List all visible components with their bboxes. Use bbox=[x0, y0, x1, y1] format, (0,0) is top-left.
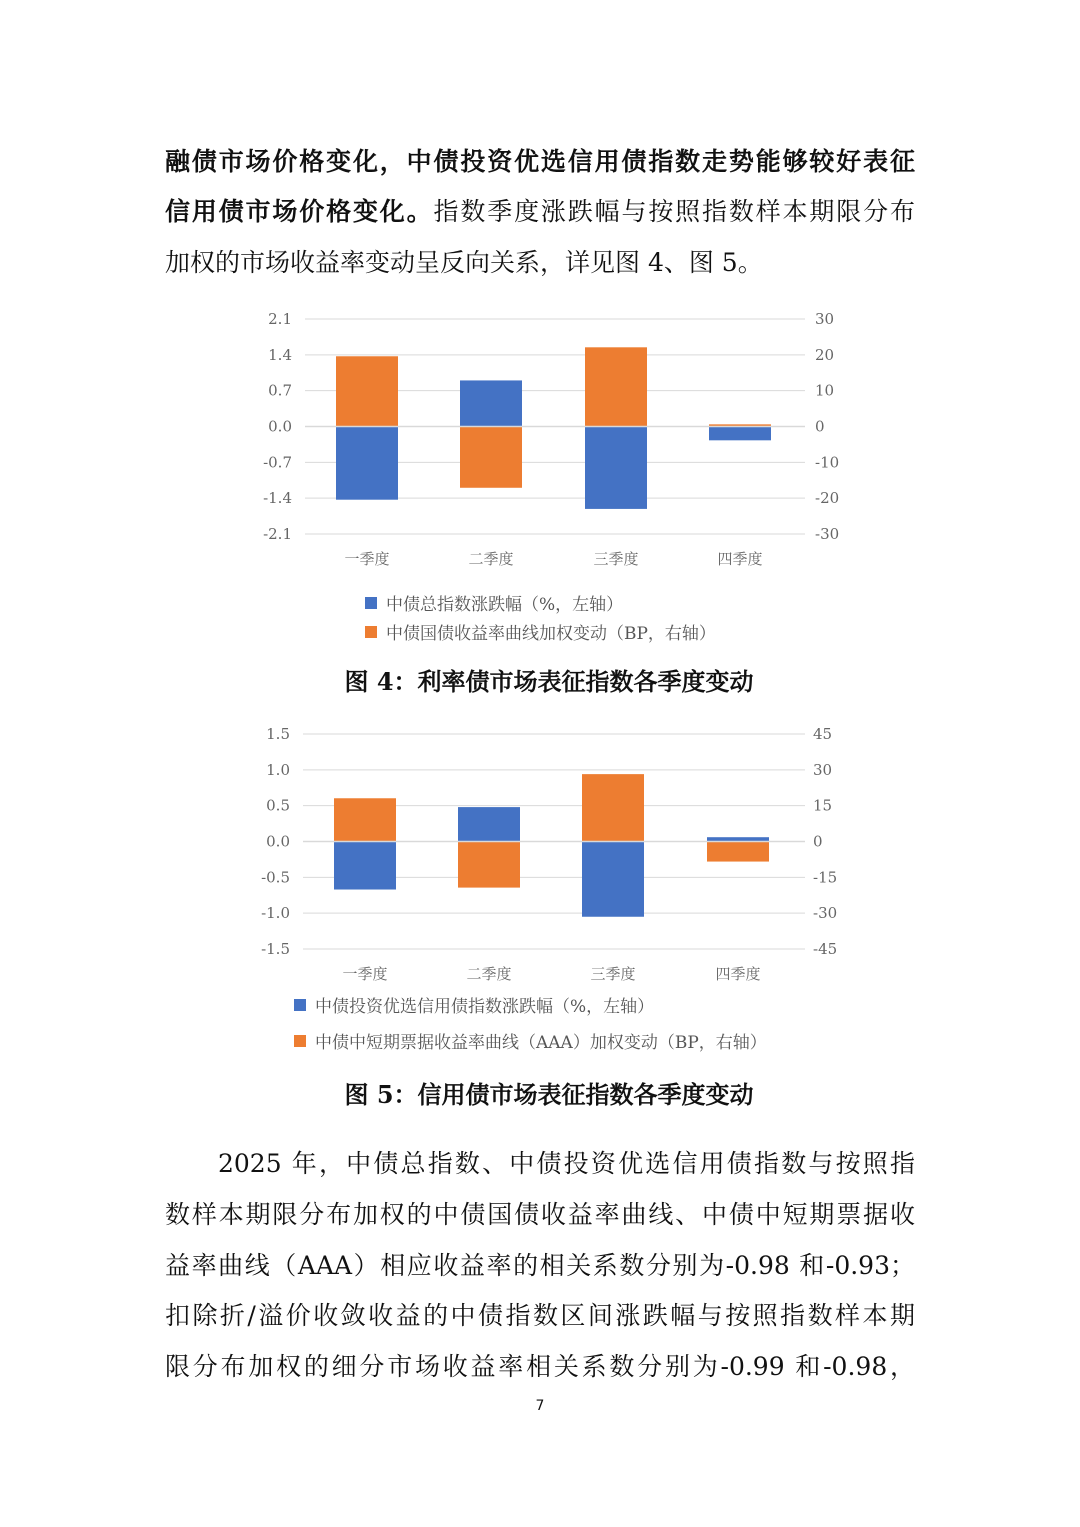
bar-yield-change bbox=[336, 356, 398, 426]
figure-caption: 图 4：利率债市场表征指数各季度变动 bbox=[344, 667, 754, 696]
bold-text: 融债市场价格变化，中债投资优选信用债指数走势能够较好表征 bbox=[165, 147, 915, 176]
normal-text: 指数季度涨跌幅与按照指数样本期限分布 bbox=[433, 197, 915, 226]
bar-yield-change bbox=[585, 347, 647, 426]
text-line: 限分布加权的细分市场收益率相关系数分别为-0.99 和-0.98， bbox=[165, 1352, 915, 1381]
legend-swatch bbox=[294, 999, 306, 1011]
category-label: 三季度 bbox=[590, 965, 636, 983]
legend-swatch bbox=[365, 626, 377, 638]
legend-label: 中债总指数涨跌幅（%，左轴） bbox=[386, 595, 624, 615]
right-axis-tick: 30 bbox=[813, 760, 833, 779]
left-axis-tick: 0.7 bbox=[268, 381, 292, 400]
category-label: 二季度 bbox=[466, 965, 512, 983]
text-line: 益率曲线（AAA）相应收益率的相关系数分别为-0.98 和-0.93； bbox=[165, 1251, 915, 1280]
category-label: 四季度 bbox=[715, 965, 761, 983]
right-axis-tick: -10 bbox=[815, 453, 840, 472]
left-axis-tick: 0.5 bbox=[266, 796, 290, 815]
right-axis-tick: -45 bbox=[813, 940, 838, 958]
text-line: 2025 年，中债总指数、中债投资优选信用债指数与按照指 bbox=[218, 1149, 915, 1178]
legend-item bbox=[365, 590, 623, 615]
text-line: 扣除折/溢价收敛收益的中债指数区间涨跌幅与按照指数样本期 bbox=[165, 1301, 915, 1330]
left-axis-tick: -1.5 bbox=[261, 940, 290, 958]
bar-yield-change bbox=[334, 798, 396, 841]
bar-index-change bbox=[709, 427, 771, 441]
left-axis-tick: -1.4 bbox=[263, 489, 292, 508]
right-axis-tick: 10 bbox=[815, 381, 835, 400]
category-label: 一季度 bbox=[342, 965, 388, 983]
legend-label: 中债中短期票据收益率曲线（AAA）加权变动（BP，右轴） bbox=[315, 1033, 767, 1053]
right-axis-tick: -30 bbox=[813, 904, 838, 923]
legend-item bbox=[294, 1028, 767, 1053]
bar-index-change bbox=[458, 807, 520, 841]
bar-index-change bbox=[582, 842, 644, 917]
left-axis-tick: 0.0 bbox=[266, 832, 290, 851]
legend-item bbox=[294, 992, 654, 1017]
page-number: 7 bbox=[535, 1398, 545, 1414]
bar-index-change bbox=[334, 842, 396, 890]
legend-label: 中债投资优选信用债指数涨跌幅（%，左轴） bbox=[315, 997, 655, 1017]
right-axis-tick: 45 bbox=[813, 725, 833, 743]
left-axis-tick: 1.0 bbox=[266, 760, 290, 779]
left-axis-tick: -0.5 bbox=[261, 868, 290, 887]
category-label: 三季度 bbox=[593, 550, 639, 568]
figure-caption: 图 5：信用债市场表征指数各季度变动 bbox=[344, 1080, 754, 1109]
legend-swatch bbox=[365, 597, 377, 609]
left-axis-tick: -2.1 bbox=[263, 525, 292, 543]
right-axis-tick: -30 bbox=[815, 525, 840, 543]
bar-yield-change bbox=[707, 842, 769, 862]
left-axis-tick: -1.0 bbox=[261, 904, 290, 923]
bar-index-change bbox=[585, 427, 647, 509]
right-axis-tick: 15 bbox=[813, 796, 833, 815]
right-axis-tick: 0 bbox=[815, 417, 825, 436]
bar-yield-change bbox=[458, 842, 520, 888]
left-axis-tick: 1.4 bbox=[268, 345, 292, 364]
text-line: 数样本期限分布加权的中债国债收益率曲线、中债中短期票据收 bbox=[165, 1200, 915, 1229]
legend-label: 中债国债收益率曲线加权变动（BP，右轴） bbox=[386, 624, 716, 644]
bar-yield-change bbox=[460, 427, 522, 488]
category-label: 四季度 bbox=[717, 550, 763, 568]
left-axis-tick: -0.7 bbox=[263, 453, 292, 472]
right-axis-tick: 0 bbox=[813, 832, 823, 851]
category-label: 二季度 bbox=[468, 550, 514, 568]
category-label: 一季度 bbox=[344, 550, 390, 568]
left-axis-tick: 0.0 bbox=[268, 417, 292, 436]
bar-yield-change bbox=[582, 774, 644, 841]
bar-index-change bbox=[336, 427, 398, 500]
legend-item bbox=[365, 619, 716, 644]
legend-swatch bbox=[294, 1035, 306, 1047]
bar-index-change bbox=[460, 380, 522, 426]
normal-text: 加权的市场收益率变动呈反向关系，详见图 4、图 5。 bbox=[165, 248, 763, 277]
right-axis-tick: -15 bbox=[813, 868, 838, 887]
right-axis-tick: 30 bbox=[815, 310, 835, 328]
right-axis-tick: -20 bbox=[815, 489, 840, 508]
bold-text: 信用债市场价格变化。 bbox=[165, 197, 434, 226]
right-axis-tick: 20 bbox=[815, 345, 835, 364]
left-axis-tick: 2.1 bbox=[268, 310, 292, 328]
left-axis-tick: 1.5 bbox=[266, 725, 290, 743]
